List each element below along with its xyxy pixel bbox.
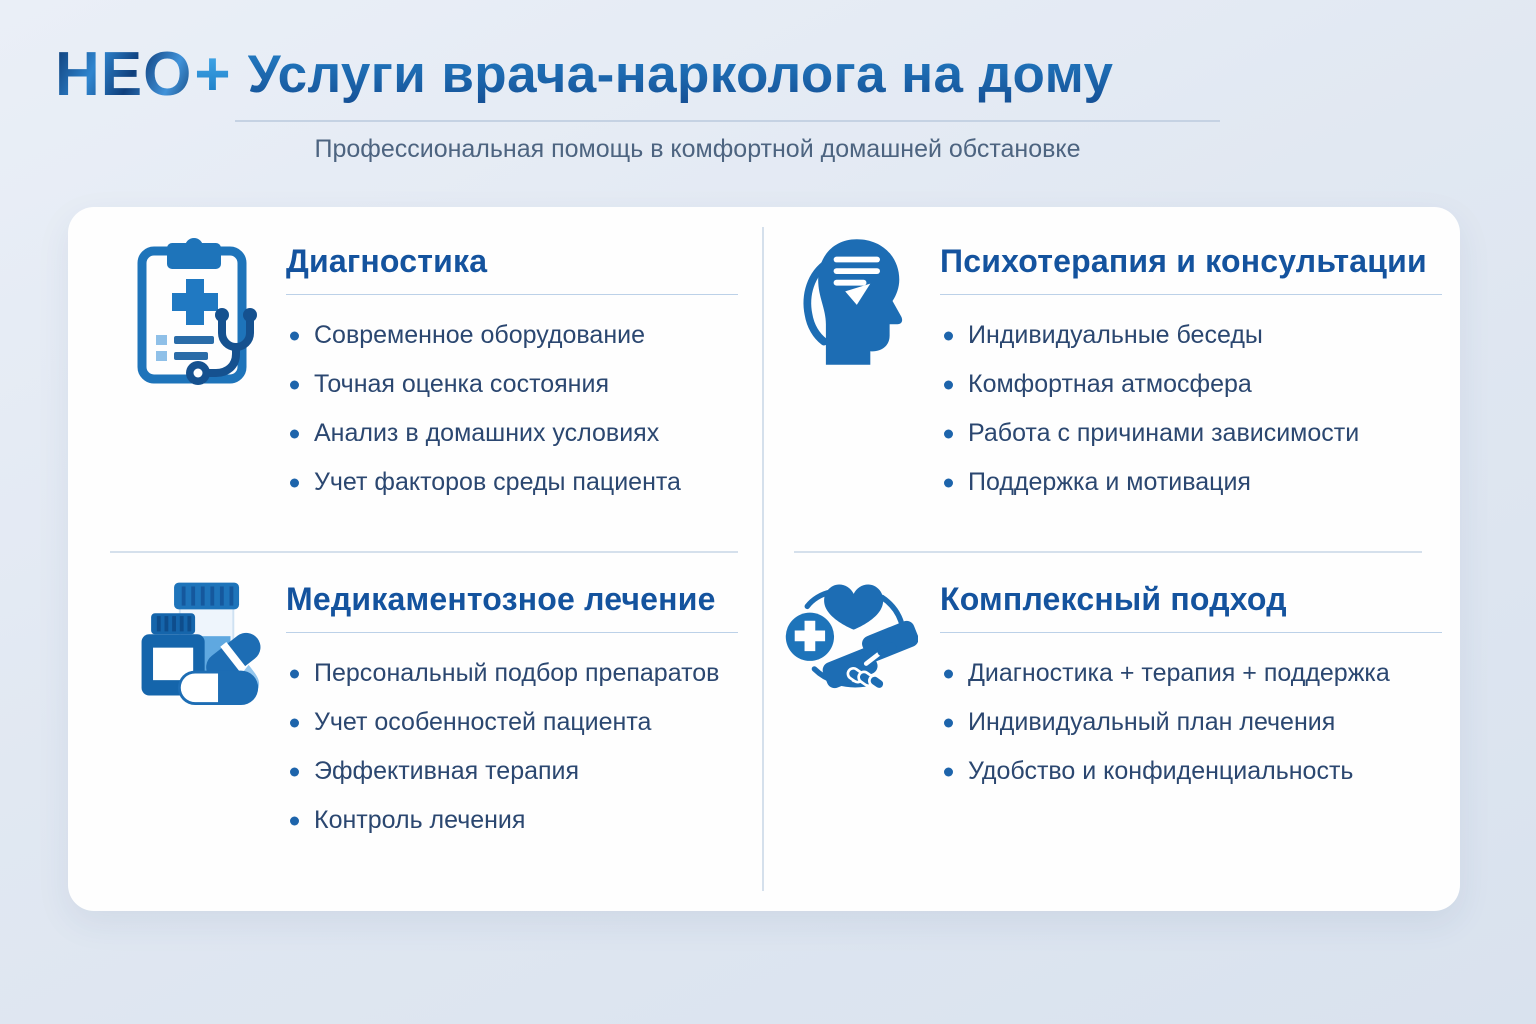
service-title: Комплексный подход xyxy=(940,581,1442,633)
service-bullets xyxy=(940,649,1442,796)
service-bullet-item: Точная оценка состояния xyxy=(286,360,738,409)
service-comprehensive xyxy=(784,567,1442,796)
icon-wrap xyxy=(130,567,264,845)
service-content xyxy=(286,229,738,507)
service-bullets xyxy=(286,311,738,507)
service-bullet-item: Анализ в домашних условиях xyxy=(286,409,738,458)
header-row xyxy=(55,40,1220,109)
service-bullet-item: Эффективная терапия xyxy=(286,747,738,796)
header-divider xyxy=(235,120,1220,122)
icon-wrap xyxy=(784,567,918,796)
service-diagnostics xyxy=(130,229,738,507)
service-bullet-item: Персональный подбор препаратов xyxy=(286,649,738,698)
heart-cross-handshake-icon xyxy=(784,573,918,697)
service-bullet-item: Комфортная атмосфера xyxy=(940,360,1442,409)
service-content xyxy=(286,567,738,845)
service-bullet-item: Контроль лечения xyxy=(286,796,738,845)
service-title: Медикаментозное лечение xyxy=(286,581,738,633)
clipboard-stethoscope-icon xyxy=(134,235,260,387)
page-header xyxy=(55,40,1220,164)
service-psychotherapy xyxy=(784,229,1442,507)
neo-plus-logo xyxy=(55,40,232,109)
service-bullet-item: Удобство и конфиденциальность xyxy=(940,747,1442,796)
service-title: Диагностика xyxy=(286,243,738,295)
service-bullet-item: Диагностика + терапия + поддержка xyxy=(940,649,1442,698)
services-card xyxy=(68,207,1460,911)
service-bullets xyxy=(286,649,738,845)
service-bullet-item: Учет особенностей пациента xyxy=(286,698,738,747)
service-content xyxy=(940,567,1442,796)
service-bullet-item: Современное оборудование xyxy=(286,311,738,360)
medicine-bottles-capsule-icon xyxy=(132,573,262,707)
service-bullet-item: Учет факторов среды пациента xyxy=(286,458,738,507)
icon-wrap xyxy=(784,229,918,507)
service-bullet-item: Индивидуальные беседы xyxy=(940,311,1442,360)
service-content xyxy=(940,229,1442,507)
service-medication xyxy=(130,567,738,845)
horizontal-divider-left xyxy=(110,551,738,553)
horizontal-divider-right xyxy=(794,551,1422,553)
service-title: Психотерапия и консультации xyxy=(940,243,1442,295)
logo-plus-icon: + xyxy=(194,40,232,109)
logo-text: НЕО xyxy=(55,40,193,109)
head-speech-bubble-icon xyxy=(795,235,907,369)
service-bullet-item: Работа с причинами зависимости xyxy=(940,409,1442,458)
service-bullet-item: Индивидуальный план лечения xyxy=(940,698,1442,747)
vertical-divider xyxy=(762,227,764,891)
page-title: Услуги врача-нарколога на дому xyxy=(247,44,1114,104)
icon-wrap xyxy=(130,229,264,507)
page-subtitle: Профессиональная помощь в комфортной домашней обстановке xyxy=(314,134,1081,163)
service-bullet-item: Поддержка и мотивация xyxy=(940,458,1442,507)
service-bullets xyxy=(940,311,1442,507)
